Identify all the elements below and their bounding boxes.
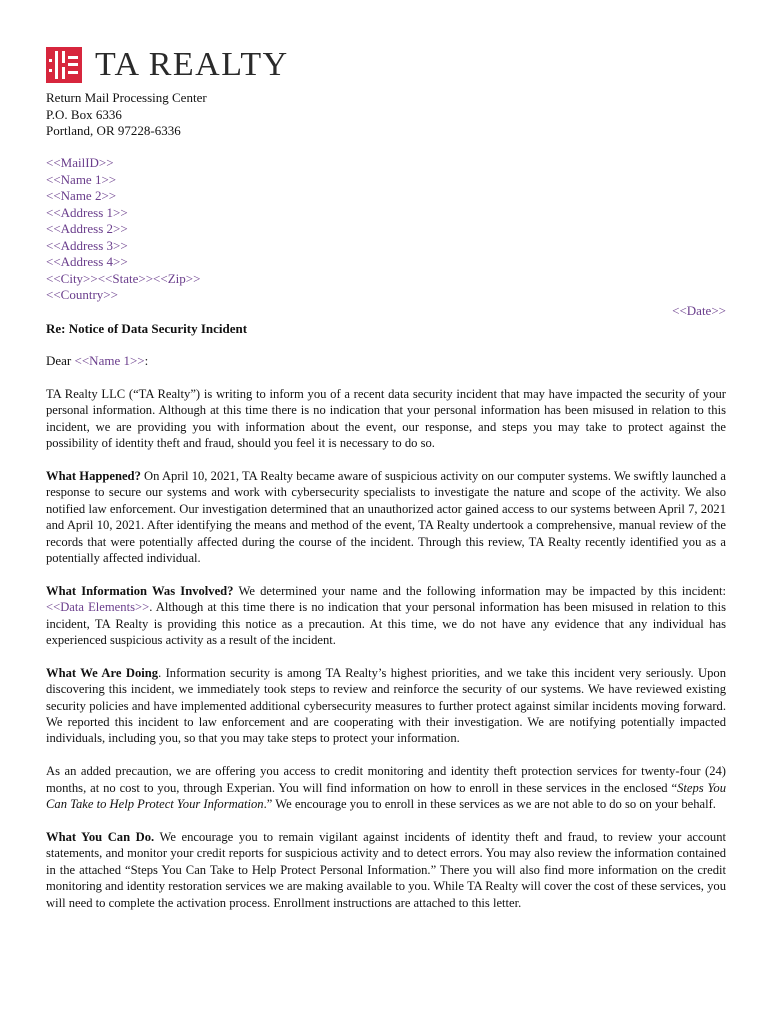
salutation [46,353,148,369]
recipient-line: <<Address 3>> [46,237,128,253]
letter-date: <<Date>> [672,303,726,318]
steps-title: Steps You Can Take to Help Protect Your Information [46,780,726,812]
paragraph-text: .” We encourage you to enroll in these services as we are not able to do so on your behalf. [263,797,716,812]
section-heading: What Happened? [46,469,141,484]
recipient-line: <<Address 2>> [46,221,128,236]
paragraph-text: On April 10, 2021, TA Realty became aware of suspicious activity on our computer systems. We swiftly launched a response to secure our systems and work with cybersecurity specialists to investigate the nature and scope of the activity. We also notified law enforcement. Our investigation determined that an unauthorized actor gained access to our systems between April 7, 2021 and April 10, 2021. After identifying the means and method of the event, TA Realty undertook a comprehensive, manual review of the records that were potentially affected during the course of the incident. Through this review, TA Realty recently identified you as a potentially affected individual. [46,469,726,566]
what-happened-paragraph [46,468,726,566]
logo-text: TA REALTY [95,46,289,83]
return-address-line: P.O. Box 6336 [46,106,122,122]
section-heading: What We Are Doing [46,665,159,680]
salutation-name: <<Name 1>> [74,353,145,368]
paragraph-text: We encourage you to remain vigilant against incidents of identity theft and fraud, to review your account statements, and monitor your credit reports for suspicious activity and to detect errors. You may also review the information contained in the attached “Steps You Can Take to Help Protect Personal Information.” There you will also find more information on the credit monitoring and identity restoration services we are making available to you. While TA Realty will cover the cost of these services, you will need to complete the activation process. Enrollment instructions are attached to this letter. [46,829,726,910]
precaution-paragraph [46,763,726,812]
salutation-prefix: Dear [46,353,75,368]
return-address-line: Portland, OR 97228-6336 [46,123,181,138]
company-logo [46,47,289,83]
recipient-line: <<MailID>> [46,155,114,170]
salutation-suffix: : [144,353,149,368]
what-you-can-do-paragraph [46,829,726,911]
recipient-line: <<Country>> [46,287,118,302]
section-heading: What Information Was Involved? [46,583,234,598]
recipient-line: <<Name 2>> [46,188,117,203]
recipient-line: <<City>><<State>><<Zip>> [46,270,201,286]
paragraph-text: As an added precaution, we are offering you access to credit monitoring and identity theft protection services for twenty-four (24) months, at no cost to you, through Experian. You will find information on how to enroll in these services in the enclosed “ [46,764,726,795]
data-elements-placeholder: <<Data Elements>> [46,600,150,615]
what-information-paragraph [46,583,726,649]
what-we-are-doing-paragraph [46,665,726,747]
letter-body [46,386,726,927]
paragraph-text: We determined your name and the following information may be impacted by this incident: [233,583,726,598]
intro-paragraph: TA Realty LLC (“TA Realty”) is writing to inform you of a recent data security incident that may have impacted the security of your personal information. Although at this time there is no indication that your personal information has been misused in relation to this incident, we are providing you with information about the event, our response, and steps you may take to protect against the possibility of identity theft and fraud, should you feel it is necessary to do so. [46,387,726,451]
recipient-address [46,155,200,304]
recipient-line: <<Name 1>> [46,171,117,187]
recipient-line: <<Address 1>> [46,204,128,220]
return-address-line: Return Mail Processing Center [46,90,207,105]
section-heading: What You Can Do. [46,829,155,844]
return-address [46,90,207,140]
subject-line: Re: Notice of Data Security Incident [46,321,248,336]
paragraph-text: . Although at this time there is no indication that your personal information has been misused in relation to this incident, TA Realty is providing this notice as a precaution. At this time, we do not have any evidence that any individual has experienced suspicious activity as a result of the incident. [46,600,726,648]
paragraph-text: . Information security is among TA Realty’s highest priorities, and we take this incident very seriously. Upon discovering this incident, we immediately took steps to review and reinforce the security of our systems. We have reviewed existing security policies and have implemented additional cybersecurity measures to further protect against similar incidents moving forward. We reported this incident to law enforcement and are cooperating with their investigation. We are notifying potentially impacted individuals, including you, so that you may take steps to protect your information. [46,665,726,746]
recipient-line: <<Address 4>> [46,254,128,269]
logo-mark-icon [46,47,82,83]
